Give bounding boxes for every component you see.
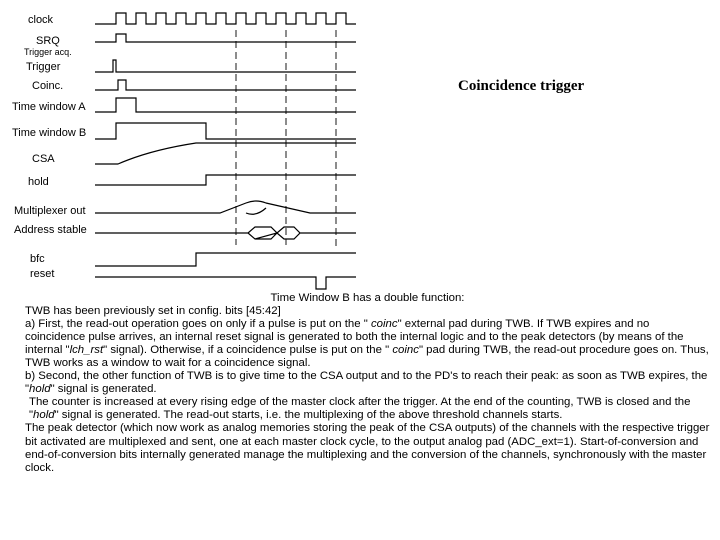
clock-waveform [95, 13, 356, 24]
clock-label: clock [28, 14, 54, 26]
description-para-c: The counter is increased at every rising edge of the master clock after the trigger. At the end of the counting, TWB is closed and the "hold" signal is generated. The read-out starts, i.e. the multiplexing of the above threshold channels starts. [29, 396, 691, 422]
time-window-b-waveform [95, 123, 356, 139]
multiplexer-out-alt-trace [246, 208, 266, 214]
multiplexer-out-label: Multiplexer out [14, 205, 86, 217]
hold-label: hold [28, 176, 49, 188]
bfc-waveform [95, 253, 356, 266]
srq-waveform [95, 34, 356, 42]
coinc-label: Coinc. [32, 80, 64, 92]
trigger-label: Trigger [26, 61, 61, 73]
reset-label: reset [30, 268, 55, 280]
coinc-waveform [95, 80, 356, 90]
description-para-a: a) First, the read-out operation goes on only if a pulse is put on the " coinc" external pad during TWB. If TWB expires and no coincidence pulse arrives, an internal reset signal is generated to both the internal logic and to the peak detectors (by means of the internal "lch_rst" signal). Otherwise, if a coincidence pulse is put on the " coinc" pad during TWB, the read-out procedure goes on. Thus, TWB works as a window to wait for a coincidence signal. [25, 318, 709, 370]
diagram-title: Coincidence trigger [458, 78, 585, 94]
csa-label: CSA [32, 153, 55, 165]
hold-waveform [95, 175, 356, 185]
time-window-a-waveform [95, 98, 356, 112]
description-intro: TWB has been previously set in config. bits [45:42] [25, 305, 281, 318]
time-window-b-label: Time window B [12, 127, 87, 139]
srq-label: SRQ [36, 35, 60, 47]
multiplexer-out-waveform [95, 201, 356, 213]
bfc-label: bfc [30, 253, 45, 265]
time-window-a-label: Time window A [12, 101, 86, 113]
reset-waveform [95, 277, 356, 289]
description-heading: Time Window B has a double function: [270, 292, 465, 304]
trigger-waveform [95, 60, 356, 72]
description-block [25, 292, 710, 475]
csa-waveform [95, 143, 356, 164]
description-para-b: b) Second, the other function of TWB is to give time to the CSA output and to the PD's to reach their peak: as soon as TWB expires, the "hold" signal is generated. [25, 370, 708, 396]
description-para-d: The peak detector (which now work as analog memories storing the peak of the CSA outputs) of the channels with the respective trigger bit activated are multiplexed and sent, one at each master clock cycle, to the output analog pad (ADC_ext=1). Start-of-conversion and end-of-conversion bits internally generated manage the multiplexing and the conversion of the channels, synchronously with the master clock. [25, 422, 710, 474]
address-stable-waveform [95, 227, 356, 239]
address-stable-label: Address stable [14, 224, 87, 236]
trigger-acq-label: Trigger acq. [24, 47, 72, 57]
